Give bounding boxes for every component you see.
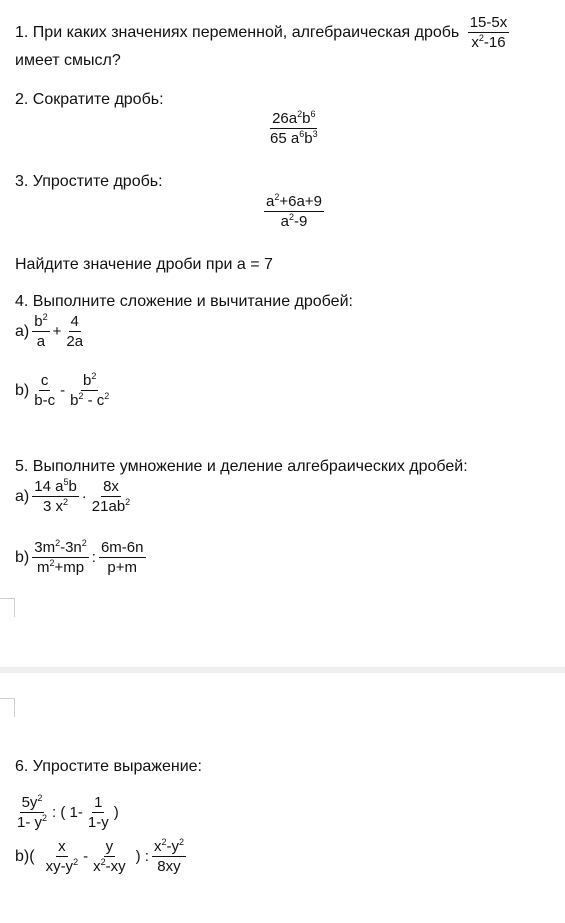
q5-part-b: b) $\frac{3m^2-3n^2}{m^2+mp}$ : $\frac{6m-6n}{p+m}$ <box>15 538 144 577</box>
question-2-title: 2. Сократите дробь: <box>15 91 164 108</box>
question-1-line2: имеет смысл? <box>15 52 121 69</box>
q4-part-b: b) $\frac{c}{b-c}$ - $\frac{b^2}{b^2 - c^2}$ <box>15 371 110 410</box>
question-1 <box>15 14 509 52</box>
q1-denominator: $x^2-16$ <box>471 33 506 52</box>
page-divider <box>0 667 565 673</box>
q4-part-a: a) $\frac{b^2}{a}$ + $\frac{4}{2a}$ <box>15 312 84 351</box>
q3-fraction: $\frac{a^2+6a+9}{a^2-9}$ <box>266 192 322 231</box>
page-corner-mark <box>0 698 15 717</box>
q1-fraction <box>468 14 510 52</box>
question-4-title: 4. Выполните сложение и вычитание дробей: <box>15 293 353 310</box>
q6-part-a: $\frac{5y^2}{1- y^2}$ : ( 1- $\frac{1}{1-y}$ ) <box>17 793 119 832</box>
question-3-find: Найдите значение дроби при a = 7 <box>15 256 273 273</box>
q6-part-b: b)( $\frac{x}{xy-y^2}$ - $\frac{y}{x^2-xy}$ ) : $\frac{x^2-y^2}{8xy}$ <box>15 837 184 876</box>
question-5-title: 5. Выполните умножение и деление алгебраических дробей: <box>15 458 468 475</box>
q1-numerator: 15-5x <box>468 14 510 33</box>
page-corner-mark <box>0 598 15 617</box>
question-1-text: 1. При каких значениях переменной, алгебраическая дробь <box>15 23 460 41</box>
q2-fraction: $\frac{26a^2b^6}{65 a^6b^3}$ <box>270 109 318 148</box>
question-3-title: 3. Упростите дробь: <box>15 173 163 190</box>
q5-part-a: a) $\frac{14 a^5b}{3 x^2}$ · $\frac{8x}{21ab^2}$ <box>15 477 131 516</box>
question-6-title: 6. Упростите выражение: <box>15 758 202 775</box>
